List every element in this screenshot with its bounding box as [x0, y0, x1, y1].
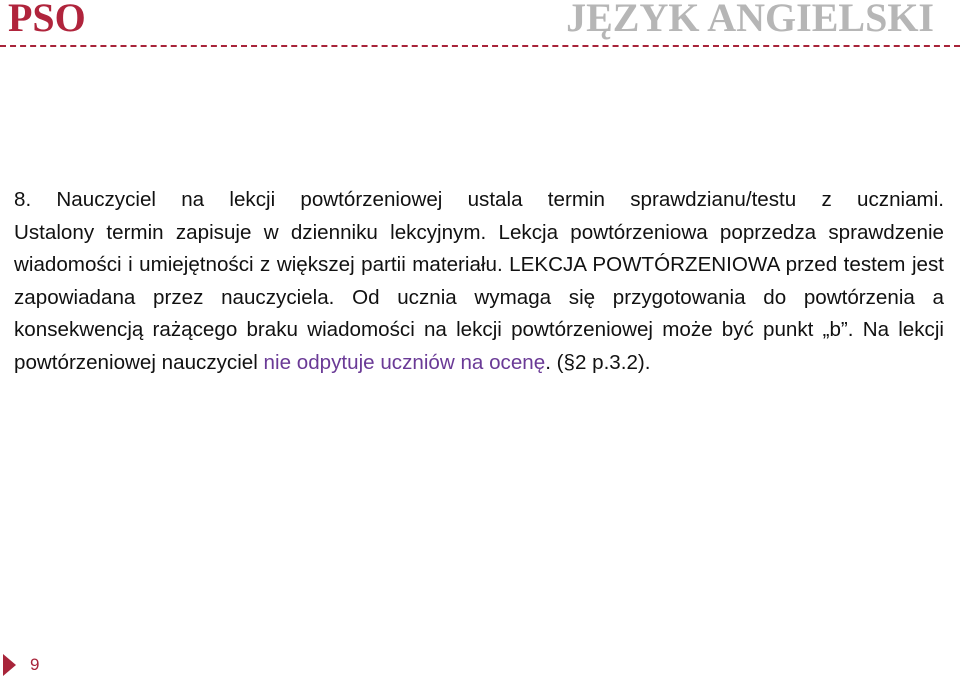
header-right-title: JĘZYK ANGIELSKI — [566, 0, 934, 40]
header-divider — [0, 45, 960, 47]
header-left-title: PSO — [8, 0, 86, 40]
paragraph-first-line: 8. Nauczyciel na lekcji powtórzeniowej ustala termin sprawdzianu/testu z uczniami. — [14, 188, 944, 211]
paragraph-ending: . (§2 p.3.2). — [545, 350, 651, 374]
footer-arrow-icon — [3, 654, 16, 676]
paragraph-body: Ustalony termin zapisuje w dzienniku lekcyjnym. Lekcja powtórzeniowa poprzedza sprawdzenie wiadomości i umiejętności z większej partii materiału. LEKCJA POWTÓRZENIOWA przed testem jest zapowiadana przez nauczyciela. Od ucznia wymaga się przygotowania do powtórzenia a konsekwencją rażącego braku wiadomości na lekcji powtórzeniowej może być punkt „b”. Na lekcji powtórzeniowej nauczyciel — [14, 220, 944, 374]
paragraph-highlight: nie odpytuje uczniów na ocenę — [263, 350, 546, 374]
regulation-paragraph — [14, 184, 944, 379]
page-number: 9 — [30, 655, 40, 674]
